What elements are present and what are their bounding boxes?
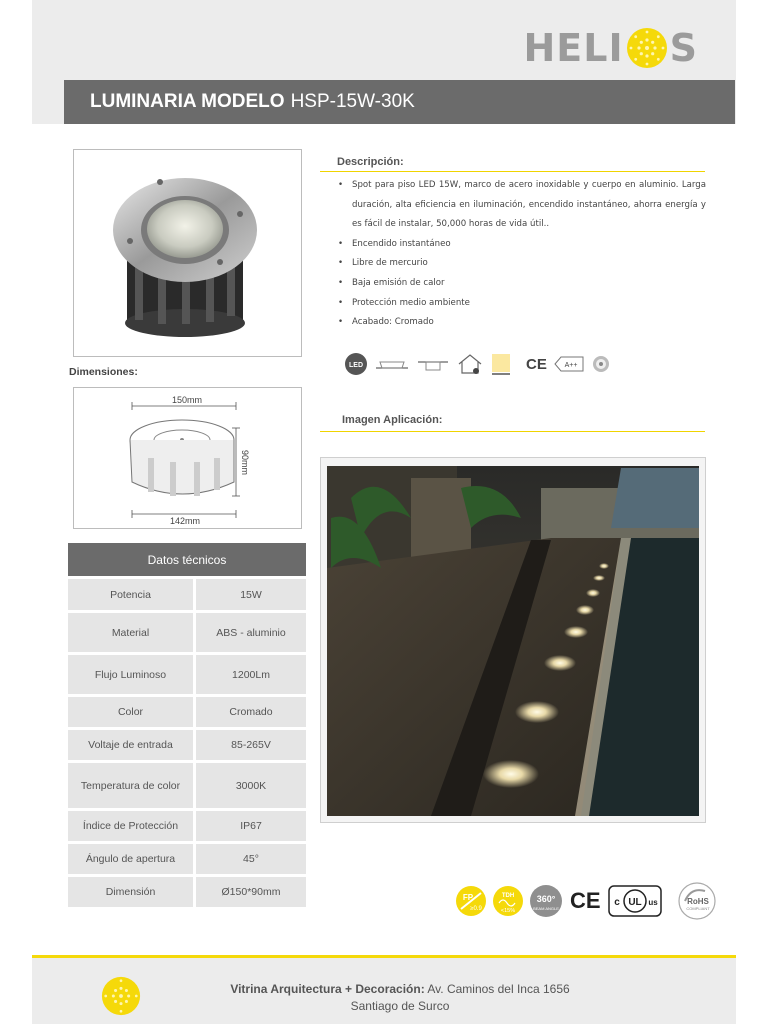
application-title: Imagen Aplicación:: [342, 414, 443, 426]
row-label: Índice de Protección: [68, 811, 193, 841]
description-title: Descripción:: [337, 156, 404, 168]
thd-icon: [492, 885, 524, 917]
table-row: [68, 763, 306, 808]
row-value: IP67: [196, 811, 306, 841]
row-value: Cromado: [196, 697, 306, 727]
list-item: • Baja emisión de calor: [336, 274, 706, 294]
list-item: • Spot para piso LED 15W, marco de acero inoxidable y cuerpo en aluminio. Larga duración, alta eficiencia en iluminación, encendido instantáneo, ahorra energía y es fácil de instalar, 50,000 horas de vida útil..: [336, 176, 706, 235]
table-row: [68, 877, 306, 907]
table-row: [68, 697, 306, 727]
description-list: [336, 176, 706, 333]
logo-text-right: S: [669, 26, 698, 70]
rohs-icon: [677, 881, 717, 921]
svg-text:RoHS: RoHS: [686, 897, 709, 906]
power-factor-icon: [455, 885, 487, 917]
row-label: Material: [68, 613, 193, 652]
table-row: [68, 811, 306, 841]
indoor-house-icon: [456, 352, 484, 376]
table-row: [68, 655, 306, 694]
table-row: [68, 844, 306, 874]
row-label: Dimensión: [68, 877, 193, 907]
svg-text:COMPLIANT: COMPLIANT: [685, 906, 710, 911]
dimension-width: 150mm: [172, 395, 203, 405]
led-icon: [344, 352, 368, 376]
footer-address: [180, 981, 620, 1015]
svg-text:TDH: TDH: [501, 893, 515, 899]
row-value: 45°: [196, 844, 306, 874]
svg-text:c: c: [613, 897, 620, 908]
title-model: HSP-15W-30K: [290, 91, 415, 112]
energy-class-icon: [553, 354, 585, 374]
svg-text:UL: UL: [627, 897, 642, 908]
table-row: [68, 730, 306, 760]
row-label: Color: [68, 697, 193, 727]
technical-data-table: [68, 543, 306, 907]
svg-text:FP: FP: [462, 893, 474, 902]
product-photo: [73, 149, 302, 357]
ce-mark-icon: CE: [570, 888, 601, 913]
dimension-height: 90mm: [240, 450, 250, 476]
logo-text-left: HELI: [523, 26, 624, 70]
svg-text:≥0.9: ≥0.9: [470, 906, 482, 912]
list-item: • Protección medio ambiente: [336, 294, 706, 314]
ul-listed-icon: [608, 885, 662, 917]
row-label: Temperatura de color: [68, 763, 193, 808]
warm-light-icon: [490, 352, 512, 376]
feature-icons: [344, 350, 611, 378]
svg-text:360°: 360°: [536, 894, 556, 904]
row-label: Ángulo de apertura: [68, 844, 193, 874]
product-image: [74, 150, 301, 356]
row-value: 3000K: [196, 763, 306, 808]
application-photo: [320, 457, 706, 823]
helios-logo: [524, 26, 699, 70]
sun-logo-icon: [100, 975, 142, 1017]
list-item: • Libre de mercurio: [336, 254, 706, 274]
certification-badges: [455, 880, 717, 922]
dimmable-icon: [591, 354, 611, 374]
svg-text:LED: LED: [349, 362, 363, 369]
row-value: ABS - aluminio: [196, 613, 306, 652]
page-title: [64, 80, 735, 124]
description-divider: [320, 171, 705, 172]
list-item: • Encendido instantáneo: [336, 235, 706, 255]
row-label: Voltaje de entrada: [68, 730, 193, 760]
dimension-diagram: [74, 388, 301, 528]
table-row: [68, 613, 306, 652]
table-title: Datos técnicos: [68, 543, 306, 576]
footer-district: Santiago de Surco: [350, 999, 450, 1013]
title-bold: LUMINARIA MODELO: [90, 91, 285, 112]
footer-line-1: [180, 981, 620, 998]
svg-text:<15%: <15%: [500, 908, 516, 914]
row-label: Potencia: [68, 579, 193, 610]
application-image: [321, 458, 705, 822]
row-value: 1200Lm: [196, 655, 306, 694]
dimensions-label: Dimensiones:: [69, 366, 138, 378]
row-value: Ø150*90mm: [196, 877, 306, 907]
svg-text:us: us: [647, 898, 658, 907]
svg-text:BEAM ANGLE: BEAM ANGLE: [533, 906, 559, 911]
sun-logo-icon: [625, 26, 669, 70]
street-address: Av. Caminos del Inca 1656: [427, 982, 570, 996]
application-divider: [320, 431, 705, 432]
row-label: Flujo Luminoso: [68, 655, 193, 694]
ceiling-flat-icon: [374, 354, 410, 374]
table-row: [68, 579, 306, 610]
row-value: 85-265V: [196, 730, 306, 760]
svg-text:A++: A++: [564, 362, 578, 369]
company-name: Vitrina Arquitectura + Decoración:: [230, 982, 425, 996]
dimension-base: 142mm: [170, 516, 201, 526]
ce-mark-icon: CE: [526, 355, 547, 373]
list-item: • Acabado: Cromado: [336, 313, 706, 333]
beam-angle-icon: [529, 884, 563, 918]
row-value: 15W: [196, 579, 306, 610]
dimensions-drawing: [73, 387, 302, 529]
recessed-icon: [416, 354, 450, 374]
